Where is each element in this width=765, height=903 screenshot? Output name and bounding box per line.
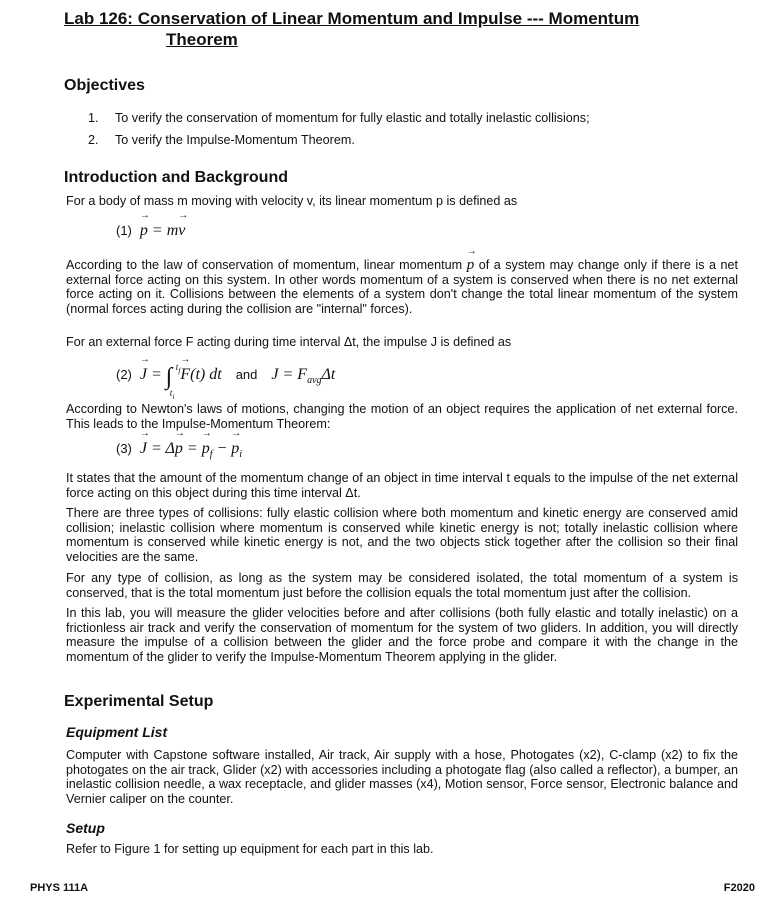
setup-text: Refer to Figure 1 for setting up equipment for each part in this lab.	[66, 842, 434, 856]
equipment-list-heading: Equipment List	[66, 724, 168, 740]
equation-1: (1)→ p = m→ v	[116, 222, 185, 240]
intro-paragraph-7: For any type of collision, as long as the system may be considered isolated, the total momentum of a system is conserved, that is the total momentum just before the collision equals the total momentum just after the collision.	[66, 571, 738, 600]
page-title	[64, 8, 724, 50]
intro-paragraph-5: It states that the amount of the momentum change of an object in time interval t equals to the impulse of the net external force acting on this object during this time interval Δt.	[66, 471, 738, 500]
equipment-list-text: Computer with Capstone software installed, Air track, Air supply with a hose, Photogates (x2), C-clamp (x2) to fix the photogates on the air track, Glider (x2) with accessories including a photogate flag (also called a reflector), a bumper, an inelastic collision needle, a wax receptacle, and glider masses (x4), Motion sensor, Force sensor, Electronic balance and Vernier caliper on the counter.	[66, 748, 738, 806]
setup-heading: Experimental Setup	[64, 693, 214, 710]
intro-paragraph-3: For an external force F acting during time interval Δt, the impulse J is defined as	[66, 335, 512, 349]
intro-heading: Introduction and Background	[64, 169, 288, 186]
list-item: 1. To verify the conservation of momentum for fully elastic and totally inelastic collisions;	[88, 111, 590, 125]
footer-term: F2020	[723, 882, 755, 894]
list-item: 2. To verify the Impulse-Momentum Theorem.	[88, 133, 355, 147]
intro-paragraph-1: For a body of mass m moving with velocity v, its linear momentum p is defined as	[66, 194, 518, 208]
intro-paragraph-4: According to Newton's laws of motions, changing the motion of an object requires the application of net external force. This leads to the Impulse-Momentum Theorem:	[66, 402, 738, 431]
objectives-list	[88, 107, 590, 151]
setup-subheading: Setup	[66, 820, 105, 836]
intro-paragraph-8: In this lab, you will measure the glider velocities before and after collisions (both fully elastic and totally inelastic) on a frictionless air track and verify the conservation of momentum for the system of two gliders. In addition, you will directly measure the impulse of a collision between the glider and the force probe and compare it with the change in the momentum of the glider to verify the Impulse-Momentum Theorem applying in the glider.	[66, 606, 738, 664]
equation-3: (3)→ J = Δ→ p = → $p_f$ − → $p_i$	[116, 440, 242, 460]
equation-2: (2)→ J = ∫ $t_f$ $t_i$ → F(t) dt and $J = F_{avg}\Delta t$	[116, 364, 335, 391]
intro-paragraph-6: There are three types of collisions: fully elastic collision where both momentum and kinetic energy are conserved amid collision; inelastic collision where momentum is conserved while kinetic energy is not; totally inelastic collision where momentum is conserved while kinetic energy is not, and the two objects stick together after the collision so their final velocities are the same.	[66, 506, 738, 564]
intro-paragraph-2: According to the law of conservation of momentum, linear momentum → p of a system may change only if there is a net external force acting on this system. In other words momentum of a system is conserved when there is no net external force acting on it. Collisions between the elements of a system don't change the total linear momentum of the system (normal forces acting during the collision are "internal" forces).	[66, 258, 738, 316]
title-line-1: Lab 126: Conservation of Linear Momentum and Impulse --- Momentum	[64, 9, 640, 28]
footer-course: PHYS 111A	[30, 882, 89, 894]
objectives-heading: Objectives	[64, 77, 145, 94]
title-line-2: Theorem	[166, 30, 238, 49]
